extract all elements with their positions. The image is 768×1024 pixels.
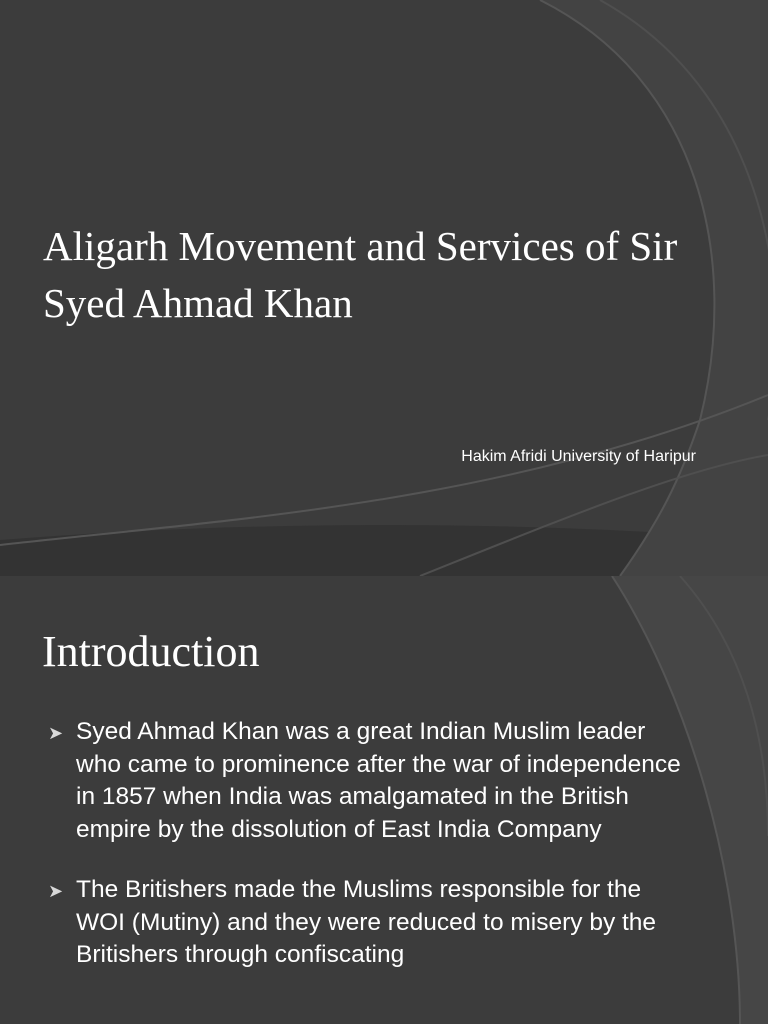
- slide-heading: Introduction: [42, 627, 260, 676]
- arrow-bullet-icon: ➤: [48, 723, 64, 743]
- bullet-text: The Britishers made the Muslims responsible for the WOI (Mutiny) and they were reduced to misery by the Britishers through confiscating: [76, 876, 657, 968]
- bullet-list: [48, 716, 688, 1000]
- bullet-item: [48, 716, 688, 846]
- bullet-item: [48, 874, 688, 972]
- bullet-text: Syed Ahmad Khan was a great Indian Muslim leader who came to prominence after the war of independence in 1857 when India was amalgamated in the British empire by the dissolution of East India Company: [76, 718, 681, 843]
- arrow-bullet-icon: ➤: [48, 881, 64, 901]
- slide-subtitle: Hakim Afridi University of Haripur: [461, 448, 696, 465]
- slide-title: Aligarh Movement and Services of Sir Syed Ahmad Khan: [43, 223, 678, 326]
- introduction-slide: [0, 576, 768, 1024]
